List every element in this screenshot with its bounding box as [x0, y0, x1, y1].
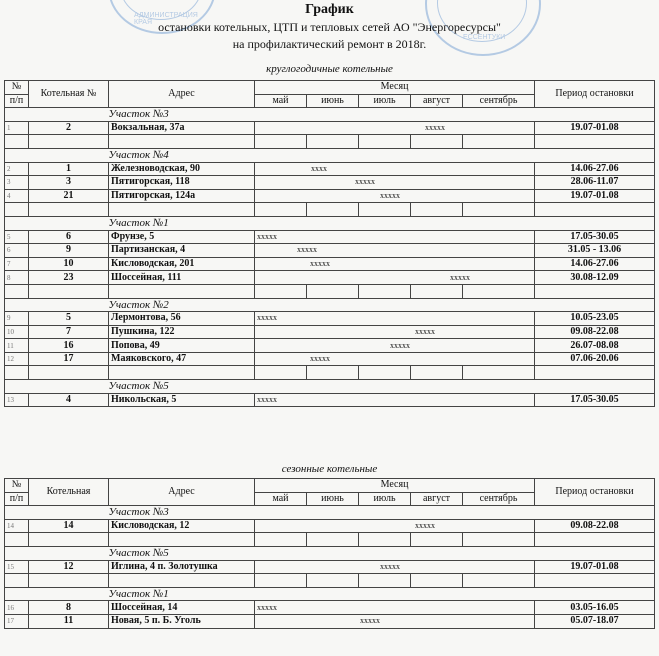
- address: Пятигорская, 124а: [109, 189, 255, 203]
- kotelnaya-number: 9: [29, 244, 109, 258]
- stop-marks: xxxxx: [257, 231, 277, 241]
- spacer-row: [5, 366, 655, 380]
- kotelnaya-number: 23: [29, 271, 109, 285]
- stop-period: 31.05 - 13.06: [535, 244, 655, 258]
- col-address-header: Адрес: [109, 81, 255, 108]
- stop-marks: xxxxx: [297, 245, 317, 255]
- row-number: 13: [5, 393, 29, 407]
- stop-period: 14.06-27.06: [535, 162, 655, 176]
- table-row: [5, 560, 655, 574]
- stop-marks: xxxxx: [310, 354, 330, 364]
- spacer-row: [5, 203, 655, 217]
- col-month-header: Месяц: [255, 81, 535, 95]
- stop-period: 26.07-08.08: [535, 339, 655, 353]
- table-row: [5, 393, 655, 407]
- month-header: сентябрь: [463, 94, 535, 108]
- table-year-round: [4, 80, 655, 407]
- spacer-row: [5, 284, 655, 298]
- address: Пушкина, 122: [109, 325, 255, 339]
- stop-marks: xxxxx: [360, 616, 380, 626]
- table-row: [5, 162, 655, 176]
- table-seasonal: [4, 478, 655, 629]
- address: Партизанская, 4: [109, 244, 255, 258]
- stop-marks: xxxxx: [355, 177, 375, 187]
- stop-marks: xxxx: [311, 163, 327, 173]
- stop-marks: xxxxx: [380, 561, 400, 571]
- row-number: 1: [5, 121, 29, 135]
- kotelnaya-number: 1: [29, 162, 109, 176]
- row-number: 12: [5, 352, 29, 366]
- row-number: 15: [5, 560, 29, 574]
- month-header: июнь: [307, 492, 359, 506]
- stop-marks: xxxxx: [390, 340, 410, 350]
- table2-caption: сезонные котельные: [281, 463, 378, 475]
- section-title: Участок №2: [109, 298, 535, 312]
- row-number: 7: [5, 257, 29, 271]
- stop-period: 07.06-20.06: [535, 352, 655, 366]
- stop-period: 09.08-22.08: [535, 519, 655, 533]
- stop-marks: xxxxx: [380, 191, 400, 201]
- row-number: 2: [5, 162, 29, 176]
- row-number: 10: [5, 325, 29, 339]
- address: Кисловодская, 12: [109, 519, 255, 533]
- stamp-left-text: АДМИНИСТРАЦИЯ КРАЯ: [134, 12, 198, 26]
- table-row: [5, 312, 655, 326]
- stop-period: 10.05-23.05: [535, 312, 655, 326]
- month-header: июль: [359, 492, 411, 506]
- kotelnaya-number: 16: [29, 339, 109, 353]
- month-header: май: [255, 94, 307, 108]
- col-month-header: Месяц: [255, 479, 535, 493]
- table-row: [5, 339, 655, 353]
- address: Фрунзе, 5: [109, 230, 255, 244]
- address: Кисловодская, 201: [109, 257, 255, 271]
- table-row: [5, 271, 655, 285]
- kotelnaya-number: 11: [29, 614, 109, 628]
- row-number: 3: [5, 176, 29, 190]
- section-title: Участок №5: [109, 546, 535, 560]
- row-number: 11: [5, 339, 29, 353]
- stop-period: 03.05-16.05: [535, 601, 655, 615]
- spacer-row: [5, 135, 655, 149]
- kotelnaya-number: 3: [29, 176, 109, 190]
- page-title: График: [305, 2, 354, 17]
- col-num-sub: п/п: [5, 492, 29, 506]
- spacer-row: [5, 533, 655, 547]
- address: Попова, 49: [109, 339, 255, 353]
- kotelnaya-number: 5: [29, 312, 109, 326]
- kotelnaya-number: 4: [29, 393, 109, 407]
- kotelnaya-number: 2: [29, 121, 109, 135]
- month-header: сентябрь: [463, 492, 535, 506]
- table-row: [5, 244, 655, 258]
- row-number: 9: [5, 312, 29, 326]
- section-title: Участок №5: [109, 380, 535, 394]
- table-row: [5, 230, 655, 244]
- address: Лермонтова, 56: [109, 312, 255, 326]
- col-period-header: Период остановки: [535, 81, 655, 108]
- stop-period: 17.05-30.05: [535, 230, 655, 244]
- address: Шоссейная, 111: [109, 271, 255, 285]
- address: Железноводская, 90: [109, 162, 255, 176]
- stop-marks: xxxxx: [425, 123, 445, 133]
- section-title: Участок №1: [109, 587, 535, 601]
- table-row: [5, 121, 655, 135]
- stop-marks: xxxxx: [415, 521, 435, 531]
- col-kotelnaya-header: Котельная №: [29, 81, 109, 108]
- kotelnaya-number: 14: [29, 519, 109, 533]
- spacer-row: [5, 574, 655, 588]
- address: Вокзальная, 37а: [109, 121, 255, 135]
- row-number: 8: [5, 271, 29, 285]
- month-header: июль: [359, 94, 411, 108]
- stop-period: 28.06-11.07: [535, 176, 655, 190]
- address: Никольская, 5: [109, 393, 255, 407]
- stop-period: 19.07-01.08: [535, 121, 655, 135]
- table-row: [5, 176, 655, 190]
- kotelnaya-number: 6: [29, 230, 109, 244]
- subtitle-line-2: на профилактический ремонт в 2018г.: [232, 37, 427, 51]
- col-num-header: №: [5, 81, 29, 95]
- row-number: 16: [5, 601, 29, 615]
- row-number: 5: [5, 230, 29, 244]
- stop-marks: xxxxx: [257, 394, 277, 404]
- address: Пятигорская, 118: [109, 176, 255, 190]
- stop-period: 09.08-22.08: [535, 325, 655, 339]
- stop-period: 17.05-30.05: [535, 393, 655, 407]
- stop-period: 14.06-27.06: [535, 257, 655, 271]
- stop-marks: xxxxx: [257, 602, 277, 612]
- table-row: [5, 519, 655, 533]
- row-number: 6: [5, 244, 29, 258]
- row-number: 14: [5, 519, 29, 533]
- section-title: Участок №4: [109, 148, 535, 162]
- address: Шоссейная, 14: [109, 601, 255, 615]
- stop-marks: xxxxx: [415, 326, 435, 336]
- table-row: [5, 257, 655, 271]
- stop-period: 30.08-12.09: [535, 271, 655, 285]
- kotelnaya-number: 8: [29, 601, 109, 615]
- table-row: [5, 189, 655, 203]
- month-header: май: [255, 492, 307, 506]
- month-header: июнь: [307, 94, 359, 108]
- col-num-sub: п/п: [5, 94, 29, 108]
- address: Иглина, 4 п. Золотушка: [109, 560, 255, 574]
- table-row: [5, 601, 655, 615]
- month-header: август: [411, 492, 463, 506]
- address: Новая, 5 п. Б. Уголь: [109, 614, 255, 628]
- stop-marks: xxxxx: [257, 313, 277, 323]
- stop-marks: xxxxx: [310, 259, 330, 269]
- col-kotelnaya-header: Котельная: [29, 479, 109, 506]
- section-title: Участок №3: [109, 506, 535, 520]
- table-row: [5, 352, 655, 366]
- col-period-header: Период остановки: [535, 479, 655, 506]
- section-title: Участок №1: [109, 216, 535, 230]
- col-num-header: №: [5, 479, 29, 493]
- stop-period: 05.07-18.07: [535, 614, 655, 628]
- stamp-right-text: ЕССЕНТУКИ: [463, 34, 506, 41]
- table-row: [5, 614, 655, 628]
- row-number: 17: [5, 614, 29, 628]
- kotelnaya-number: 7: [29, 325, 109, 339]
- section-title: Участок №3: [109, 108, 535, 122]
- subtitle-line-1: остановки котельных, ЦТП и тепловых сетей АО "Энергоресурсы": [158, 20, 501, 34]
- address: Маяковского, 47: [109, 352, 255, 366]
- kotelnaya-number: 12: [29, 560, 109, 574]
- table-row: [5, 325, 655, 339]
- table1-caption: круглогодичные котельные: [266, 63, 393, 75]
- month-header: август: [411, 94, 463, 108]
- stop-marks: xxxxx: [450, 272, 470, 282]
- kotelnaya-number: 17: [29, 352, 109, 366]
- col-address-header: Адрес: [109, 479, 255, 506]
- kotelnaya-number: 10: [29, 257, 109, 271]
- kotelnaya-number: 21: [29, 189, 109, 203]
- stop-period: 19.07-01.08: [535, 560, 655, 574]
- stop-period: 19.07-01.08: [535, 189, 655, 203]
- row-number: 4: [5, 189, 29, 203]
